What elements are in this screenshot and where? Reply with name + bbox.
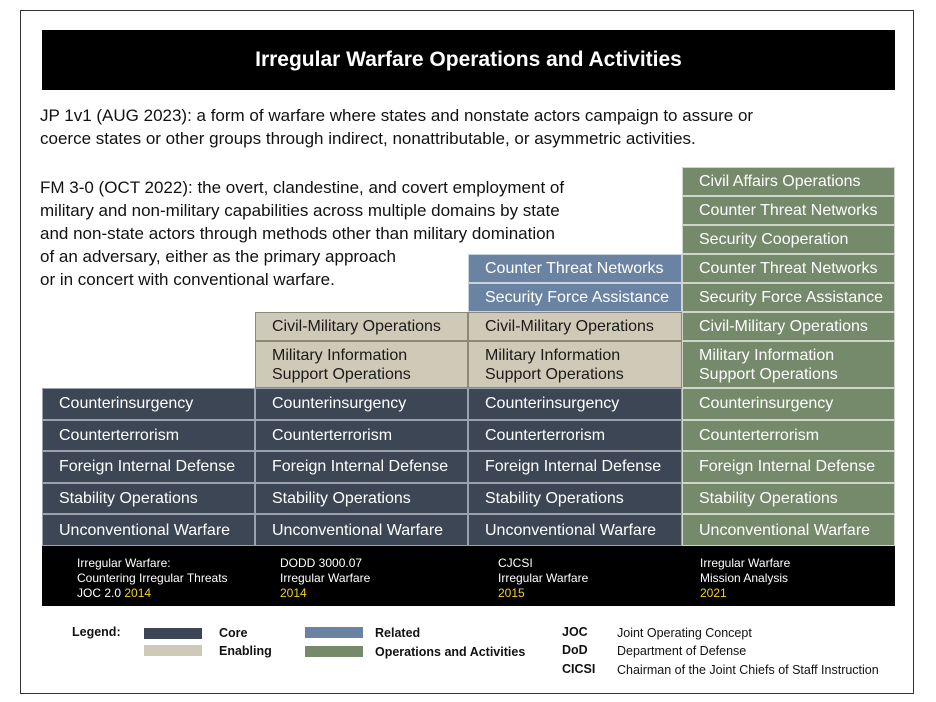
activity-cell: Civil-Military Operations bbox=[468, 312, 682, 341]
activity-cell: Counterterrorism bbox=[255, 420, 468, 452]
source-label bbox=[280, 556, 370, 601]
legend-label-opsact: Operations and Activities bbox=[375, 645, 526, 659]
abbr-meaning: Department of Defense bbox=[617, 644, 747, 658]
legend-swatch-opsact bbox=[305, 646, 363, 657]
source-line: DODD 3000.07 bbox=[280, 556, 363, 570]
source-line: JOC 2.0 2014 bbox=[77, 586, 152, 600]
activity-cell: Foreign Internal Defense bbox=[42, 451, 255, 483]
activity-cell: Unconventional Warfare bbox=[682, 514, 895, 546]
activity-cell: Stability Operations bbox=[468, 483, 682, 515]
activity-cell: Foreign Internal Defense bbox=[682, 451, 895, 483]
legend-title: Legend: bbox=[72, 625, 121, 639]
source-label bbox=[700, 556, 790, 601]
activity-cell: Stability Operations bbox=[682, 483, 895, 515]
activity-cell: Civil-Military Operations bbox=[682, 312, 895, 341]
definition-fm: FM 3-0 (OCT 2022): the overt, clandestine, and covert employment of military and non-military capabilities across multiple domains by state and non-state actors through methods other than military domination of an adversary, either as the primary approach or in concert with conventional warfare. bbox=[40, 178, 565, 289]
activity-cell: Stability Operations bbox=[42, 483, 255, 515]
abbr-key: JOC bbox=[562, 625, 588, 639]
activity-cell: Stability Operations bbox=[255, 483, 468, 515]
abbr-key: DoD bbox=[562, 643, 588, 657]
source-year: 2014 bbox=[280, 586, 307, 600]
legend-label-enabling: Enabling bbox=[219, 644, 272, 658]
activity-cell: Counterterrorism bbox=[42, 420, 255, 452]
source-year: 2021 bbox=[700, 586, 727, 600]
source-year: 2015 bbox=[498, 586, 525, 600]
activity-cell: Counter Threat Networks bbox=[682, 254, 895, 283]
activity-cell: Unconventional Warfare bbox=[468, 514, 682, 546]
activity-cell: Counterterrorism bbox=[468, 420, 682, 452]
source-line: Irregular Warfare: bbox=[77, 556, 171, 570]
figure-title: Irregular Warfare Operations and Activities bbox=[42, 30, 895, 90]
activity-cell: Unconventional Warfare bbox=[255, 514, 468, 546]
legend-swatch-enabling bbox=[144, 645, 202, 656]
activity-cell: Military Information Support Operations bbox=[682, 341, 895, 388]
source-label bbox=[498, 556, 588, 601]
abbr-meaning: Chairman of the Joint Chiefs of Staff Instruction bbox=[617, 663, 879, 677]
activity-cell: Counterinsurgency bbox=[42, 388, 255, 420]
activity-cell: Counterterrorism bbox=[682, 420, 895, 452]
activity-cell: Counter Threat Networks bbox=[468, 254, 682, 283]
activity-cell: Military Information Support Operations bbox=[468, 341, 682, 388]
activity-cell: Security Cooperation bbox=[682, 225, 895, 254]
legend-label-related: Related bbox=[375, 626, 421, 640]
legend-swatch-related bbox=[305, 627, 363, 638]
activity-cell: Counterinsurgency bbox=[255, 388, 468, 420]
source-line: CJCSI bbox=[498, 556, 533, 570]
source-line: Irregular Warfare bbox=[498, 571, 589, 585]
source-line: Mission Analysis bbox=[700, 571, 789, 585]
activity-cell: Security Force Assistance bbox=[468, 283, 682, 312]
abbr-meaning: Joint Operating Concept bbox=[617, 626, 752, 640]
source-year: 2014 bbox=[121, 586, 152, 600]
activity-cell: Counterinsurgency bbox=[468, 388, 682, 420]
legend-label-core: Core bbox=[219, 626, 248, 640]
activity-cell: Counter Threat Networks bbox=[682, 196, 895, 225]
activity-cell: Military Information Support Operations bbox=[255, 341, 468, 388]
source-label bbox=[77, 556, 228, 601]
source-line: Irregular Warfare bbox=[700, 556, 791, 570]
activity-cell: Unconventional Warfare bbox=[42, 514, 255, 546]
activity-cell: Security Force Assistance bbox=[682, 283, 895, 312]
activity-cell: Foreign Internal Defense bbox=[468, 451, 682, 483]
activity-cell: Civil Affairs Operations bbox=[682, 167, 895, 196]
legend-swatch-core bbox=[144, 628, 202, 639]
activity-cell: Civil-Military Operations bbox=[255, 312, 468, 341]
activity-cell: Counterinsurgency bbox=[682, 388, 895, 420]
source-line: Irregular Warfare bbox=[280, 571, 371, 585]
source-line: Countering Irregular Threats bbox=[77, 571, 228, 585]
abbr-key: CICSI bbox=[562, 662, 596, 676]
definition-jp: JP 1v1 (AUG 2023): a form of warfare where states and nonstate actors campaign to assure or coerce states or other groups through indirect, nonattributable, or asymmetric activities. bbox=[40, 106, 754, 148]
activity-cell: Foreign Internal Defense bbox=[255, 451, 468, 483]
